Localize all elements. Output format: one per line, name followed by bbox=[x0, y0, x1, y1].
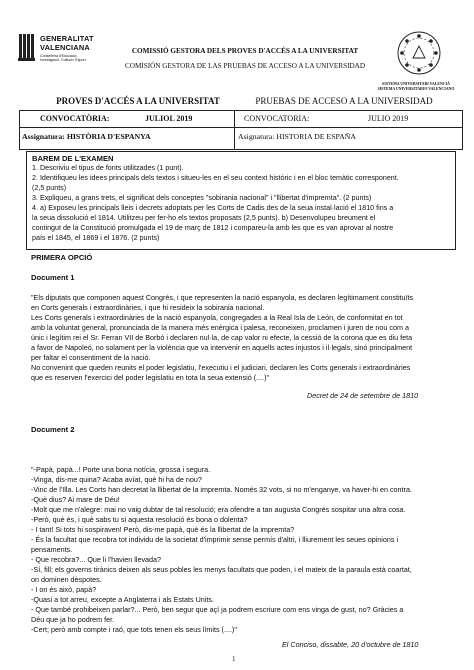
document-2-line: -Vinc de l'Illa. Les Corts han decretat la llibertat de la impremta. Només 32 vots, si no m'enganye, va haver-hi en contra. bbox=[31, 485, 412, 494]
document-2-line: -Cert; però amb compte i raó, que tots tenen els seus límits (....)" bbox=[31, 625, 237, 634]
barem-line: 1. Descriviu el tipus de fonts utilitzades (1 punt). bbox=[32, 164, 184, 172]
document-1-line: a favor de Napoleó, no solament per la violència que va intervenir en aquells actes injustos i il·legals, sinó principalment bbox=[31, 343, 413, 352]
document-2-line: Déu que ja ho podrem fer. bbox=[31, 615, 115, 624]
document-1-line: amb la voluntat general, pronunciada de la manera més enèrgica i palesa, reconeixen, proclamen i juren de nou com a bbox=[31, 323, 409, 332]
document-2-line: - I tant! Si tots hi sospiraven! Però, dis-me papà, què és la llibertat de la impremta? bbox=[31, 525, 295, 534]
document-2-line: pensaments. bbox=[31, 545, 73, 554]
document-2-line: - Que també prohibeixen parlar?... Però, ben segur que açí ja podrem escriure com ens vinga de gust, no? Gràcies a bbox=[31, 605, 404, 614]
document-2-line: -Molt que me n'alegre: mai no vaig dubtar de tal resolució; era ofendre a tan augusta Congrés sospitar una altra cosa. bbox=[31, 505, 406, 514]
document-2-line: - I on és això, papà? bbox=[31, 585, 97, 594]
convocatoria-label-va: CONVOCATÒRIA: bbox=[40, 114, 110, 123]
generalitat-name bbox=[40, 35, 94, 52]
document-2-line: "-Papà, papà...! Porte una bona notícia, grossa i segura. bbox=[31, 465, 211, 474]
commission-title-va: COMISSIÓ GESTORA DELS PROVES D'ACCÉS A LA UNIVERSITAT bbox=[131, 47, 359, 55]
document-1-line: que es reserven l'exercici del poder legislatiu en tota la seua extensió (....)" bbox=[31, 373, 270, 382]
convocatoria-value-va: JULIOL 2019 bbox=[145, 114, 193, 123]
document-2-line: -Què dius? Ai mare de Déu! bbox=[31, 495, 120, 504]
document-2-line: -Vinga, dis-me quina? Acaba avíat, què hi ha de nou? bbox=[31, 475, 202, 484]
barem-line: la seua dissolució el 1814. Utilitzeu per fer-ho els textos proposats (2,5 punts). b) Desenvolupeu breument el bbox=[32, 214, 376, 222]
barem-title: BAREM DE L'EXAMEN bbox=[32, 154, 114, 163]
siuv-name-va: SISTEMA UNIVERSITARI VALENCIÀ bbox=[382, 82, 450, 86]
document-2-title: Document 2 bbox=[31, 425, 75, 434]
info-box-row-divider bbox=[19, 127, 462, 128]
commission-title-es: COMISIÓN GESTORA DE LAS PRUEBAS DE ACCESO A LA UNIVERSIDAD bbox=[124, 62, 366, 70]
page-number: 1 bbox=[232, 655, 236, 663]
convocatoria-label-es: CONVOCATORIA: bbox=[244, 114, 310, 123]
info-box-divider bbox=[234, 110, 235, 149]
exam-title-va: PROVES D'ACCÉS A LA UNIVERSITAT bbox=[56, 96, 220, 106]
document-2-line: on dominen dèspotes. bbox=[31, 575, 102, 584]
siuv-name-es: SISTEMA UNIVERSITARIO VALENCIANO bbox=[377, 87, 455, 91]
generalitat-emblem-icon bbox=[18, 34, 36, 62]
document-2-line: - Que recobra?... Que li l'havien llevada? bbox=[31, 555, 162, 564]
document-2-line: -Quasi a tot arreu, excepte a Anglaterra i als Estats Units. bbox=[31, 595, 214, 604]
document-2-signature: El Conciso, dissabte, 20 d'octubre de 1810 bbox=[282, 640, 419, 649]
barem-line: 2. Identifiqueu les idees principals dels textos i situeu-les en el seu context històric i en el bloc temàtic corresponent. bbox=[32, 174, 399, 182]
document-1-line: Les Corts generals i extraordinàries de la nació espanyola, congregades a la Real Isla de León, de conformitat en tot bbox=[31, 313, 403, 322]
barem-line: país el 1845, el 1869 i el 1876. (2 punts) bbox=[32, 234, 160, 242]
barem-line: (2,5 punts) bbox=[32, 184, 67, 192]
conselleria-line1: Conselleria d'Educació, bbox=[40, 54, 78, 58]
document-2-line: -Però, què és, i què sabs tu si aquesta resolució és bona o dolenta? bbox=[31, 515, 248, 524]
subject-es: Asignatura: HISTORIA DE ESPAÑA bbox=[238, 132, 357, 141]
barem-line: contingut de la Constitució promulgada el 19 de març de 1812 i compareu-la amb les que es van aprovar al nostre bbox=[32, 224, 394, 232]
document-1-line: No convenint que queden reunits el poder legislatiu, l'executiu i el judiciari, declaren les Corts generals i extraordinàries bbox=[31, 363, 411, 372]
siuv-seal-icon bbox=[396, 30, 442, 76]
barem-line: 4. a) Exposeu les principals lleis i decrets adoptats per les Corts de Cadis des de la seua instal·lació el 1810 fins a bbox=[32, 204, 394, 212]
conselleria-line2: Investigació, Cultura i Esport bbox=[40, 58, 86, 63]
document-1-title: Document 1 bbox=[31, 273, 75, 282]
document-1-line: únic i legítim rei el Sr. Ferran VII de Borbó i declaren nul·la, de cap valor ni efecte, la cessió de la corona que es diu feta bbox=[31, 333, 413, 342]
generalitat-logo bbox=[18, 34, 113, 78]
option-title: PRIMERA OPCIÓ bbox=[31, 253, 93, 262]
document-2-line: - És la facultat que recobra tot individu de la societat d'imprimir sense permís d'altri, i lliurement les seues opinions i bbox=[31, 535, 399, 544]
document-1-line: per faltar el consentiment de la nació. bbox=[31, 353, 151, 362]
document-1-line: en Corts generals i extraordinàries, i que hi resideix la sobirania nacional. bbox=[31, 303, 265, 312]
document-1-line: "Els diputats que componen aquest Congrés, i que representen la nació espanyola, es declaren legítimament constituïts bbox=[31, 293, 414, 302]
document-2-line: -Sí, fill; els governs tirànics deixen als seus pobles les menys facultats que poden, i el mateix de la paraula està coartat, bbox=[31, 565, 412, 574]
document-1-signature: Decret de 24 de setembre de 1810 bbox=[307, 391, 419, 400]
exam-title-es: PRUEBAS DE ACCESO A LA UNIVERSIDAD bbox=[255, 96, 433, 106]
convocatoria-value-es: JULIO 2019 bbox=[368, 114, 409, 123]
barem-line: 3. Expliqueu, a grans trets, el significat dels conceptes "sobirania nacional" i "llibertat d'impremta". (2 punts) bbox=[32, 194, 372, 202]
generalitat-name-line1: GENERALITAT bbox=[40, 34, 94, 43]
subject-va: Assignatura: HISTÒRIA D'ESPANYA bbox=[22, 132, 151, 141]
generalitat-name-line2: VALENCIANA bbox=[40, 42, 90, 52]
conselleria-name bbox=[40, 54, 112, 63]
